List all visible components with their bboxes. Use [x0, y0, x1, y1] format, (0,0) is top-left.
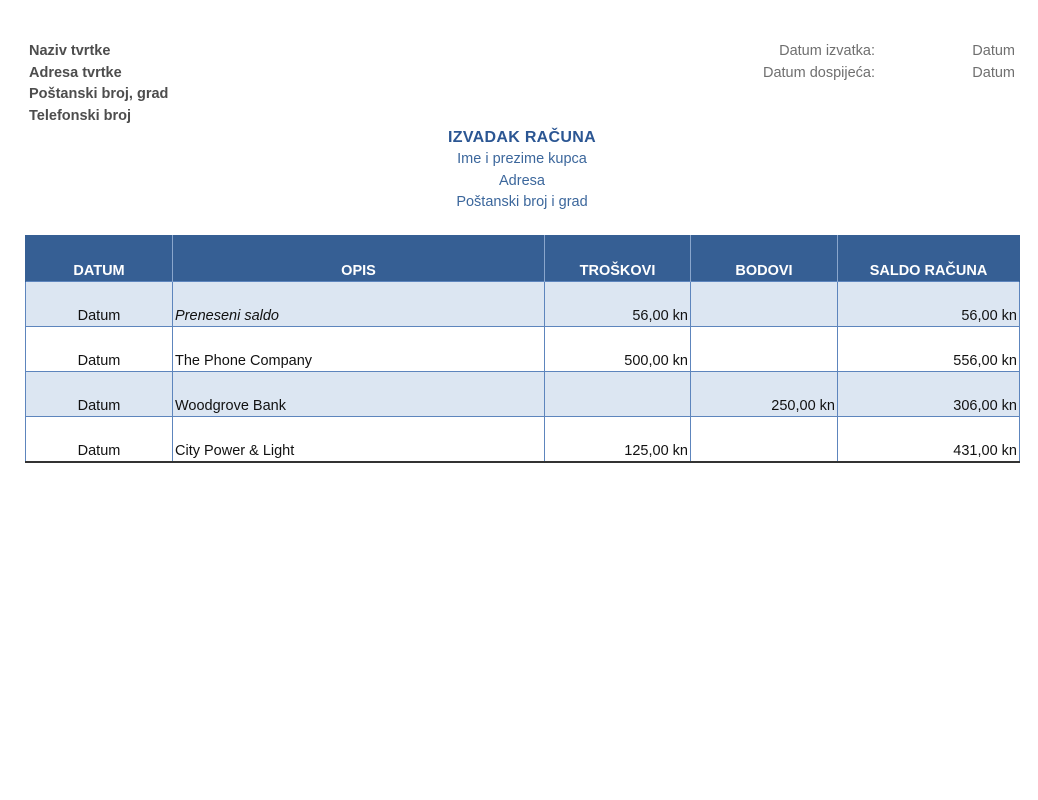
row-description: The Phone Company — [173, 327, 545, 372]
customer-postal-city: Poštanski broj i grad — [456, 194, 588, 210]
header-balance: SALDO RAČUNA — [838, 236, 1020, 282]
table-row — [26, 327, 1020, 372]
header-credits: BODOVI — [691, 236, 838, 282]
customer-address: Adresa — [499, 172, 545, 189]
statement-title: IZVADAK RAČUNA — [448, 129, 596, 146]
row-balance: 431,00 kn — [838, 417, 1020, 463]
row-date: Datum — [26, 282, 173, 327]
header-date: DATUM — [26, 236, 173, 282]
row-description: Preneseni saldo — [173, 282, 545, 327]
row-date: Datum — [26, 417, 173, 463]
row-credits — [691, 327, 838, 372]
customer-name: Ime i prezime kupca — [457, 151, 587, 167]
row-date: Datum — [26, 372, 173, 417]
statement-dates — [763, 41, 1015, 84]
row-balance: 306,00 kn — [838, 372, 1020, 417]
row-charges: 56,00 kn — [545, 282, 691, 327]
company-postal-city: Poštanski broj, grad — [29, 86, 169, 102]
row-description: City Power & Light — [173, 417, 545, 463]
header-description: OPIS — [173, 236, 545, 282]
row-balance: 556,00 kn — [838, 327, 1020, 372]
row-charges: 125,00 kn — [545, 417, 691, 463]
company-name: Naziv tvrtke — [29, 43, 111, 59]
company-phone: Telefonski broj — [29, 107, 132, 124]
statement-date-label: Datum izvatka: — [779, 43, 875, 59]
due-date-label: Datum dospijeća: — [762, 64, 875, 81]
table-row — [26, 372, 1020, 417]
row-description: Woodgrove Bank — [173, 372, 545, 417]
row-date: Datum — [26, 327, 173, 372]
row-charges — [545, 372, 691, 417]
statement-header — [0, 127, 1038, 214]
company-info — [29, 41, 168, 127]
table-header-row — [26, 236, 1020, 282]
table-row — [26, 417, 1020, 463]
due-date-value: Datum — [972, 64, 1015, 81]
row-credits — [691, 282, 838, 327]
row-balance: 56,00 kn — [838, 282, 1020, 327]
statement-date-value: Datum — [972, 43, 1015, 59]
statement-table — [25, 235, 1020, 463]
row-charges: 500,00 kn — [545, 327, 691, 372]
table-row — [26, 282, 1020, 327]
header-charges: TROŠKOVI — [545, 236, 691, 282]
row-credits — [691, 417, 838, 463]
row-credits: 250,00 kn — [691, 372, 838, 417]
company-address: Adresa tvrtke — [29, 64, 122, 81]
